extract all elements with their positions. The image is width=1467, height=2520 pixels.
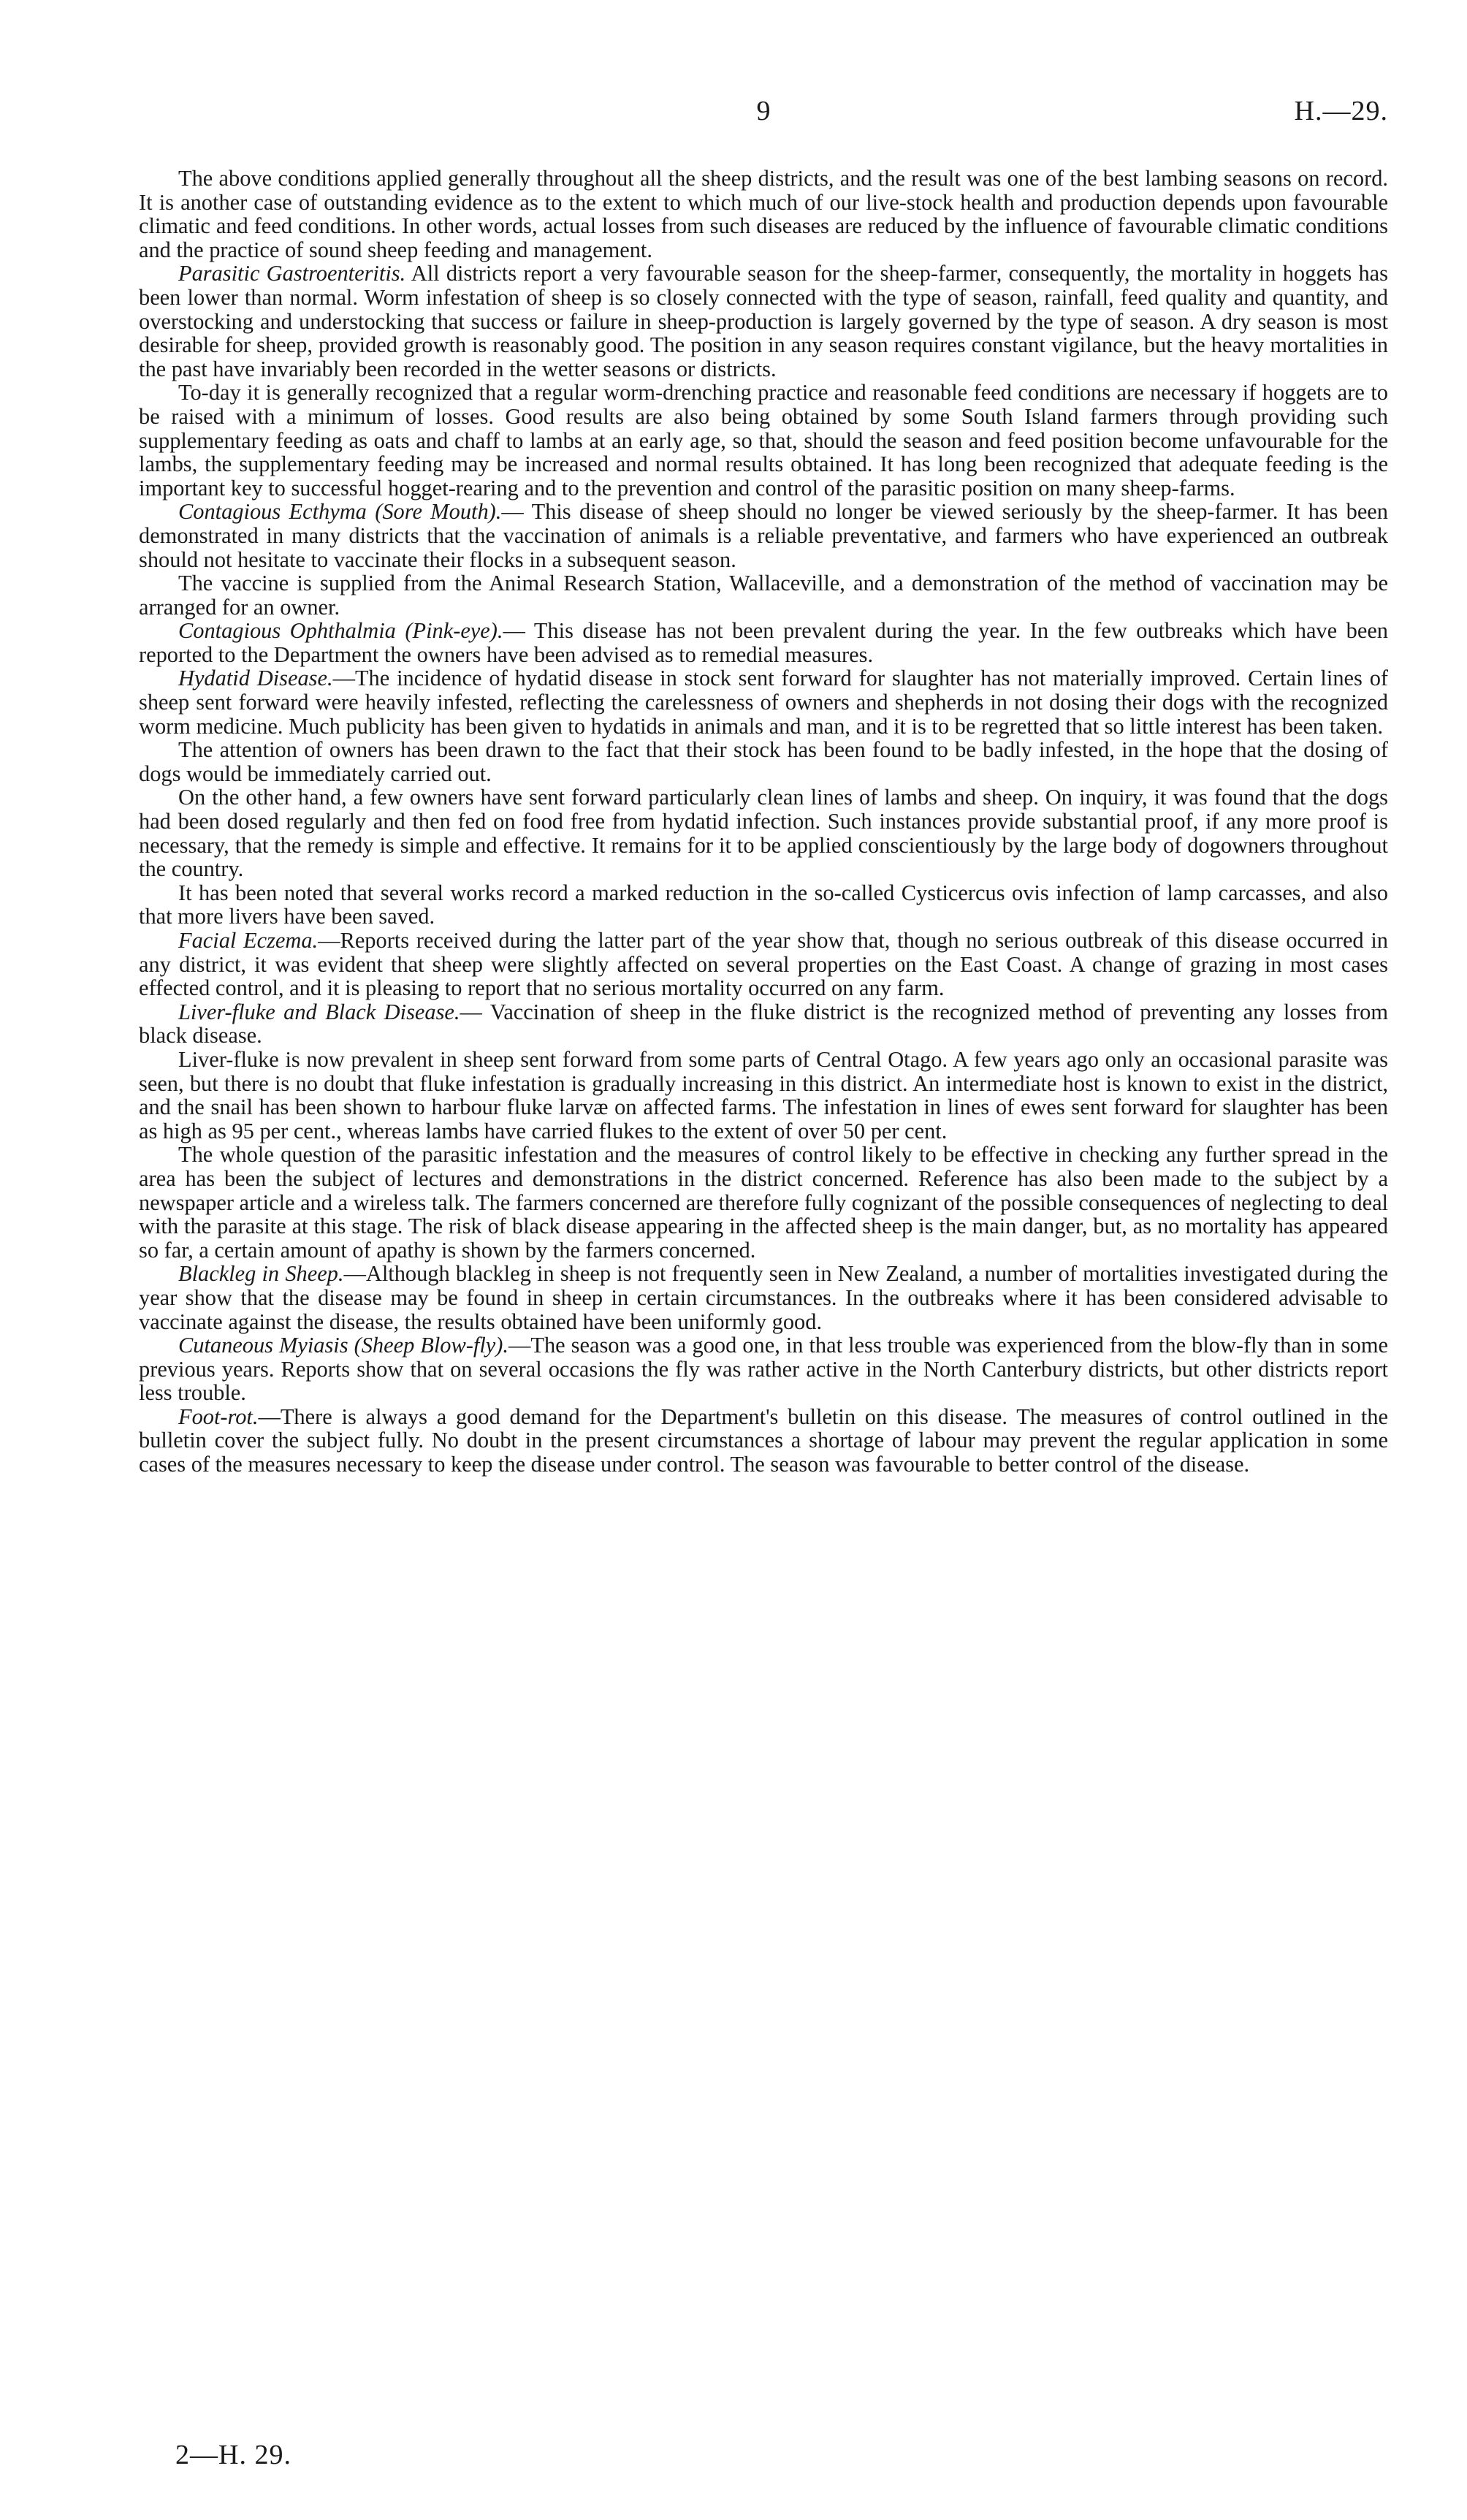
section-heading: Parasitic Gastroenteritis. bbox=[178, 261, 406, 286]
section-heading: Hydatid Disease. bbox=[178, 666, 333, 691]
page-number: 9 bbox=[756, 96, 771, 126]
paragraph bbox=[139, 666, 1388, 738]
paragraph-text: All districts report a very favourable season for the sheep-farmer, consequently, the mortality in hoggets has been lower than normal. Worm infestation of sheep is so closely connected with the type of season, rainfall, feed quality and quantity, and overstocking and understocking that success or failure in sheep-production is largely governed by the type of season. A dry season is most desirable for sheep, provided growth is reasonably good. The position in any season requires constant vigilance, but the heavy mortalities in the past have invariably been recorded in the wetter seasons or districts. bbox=[139, 261, 1388, 381]
paragraph bbox=[139, 381, 1388, 500]
paragraph bbox=[139, 167, 1388, 262]
paragraph bbox=[139, 929, 1388, 1000]
paragraph-text: — This disease of sheep should no longer be viewed seriously by the sheep-farmer. It has been demonstrated in many districts that the vaccination of animals is a reliable preventative, and farmers who have experienced an outbreak should not hesitate to vaccinate their flocks in a subsequent season. bbox=[139, 499, 1388, 572]
paragraph bbox=[139, 1143, 1388, 1262]
section-heading: Foot-rot. bbox=[178, 1404, 259, 1429]
paragraph bbox=[139, 500, 1388, 571]
paragraph bbox=[139, 571, 1388, 619]
section-heading: Contagious Ecthyma (Sore Mouth). bbox=[178, 499, 502, 525]
paragraph-text: —Although blackleg in sheep is not frequently seen in New Zealand, a number of mortalities investigated during the year show that the disease may be found in sheep in certain circumstances. In the outbreaks where it has been considered advisable to vaccinate against the disease, the results obtained have been uniformly good. bbox=[139, 1261, 1388, 1334]
document-reference: H.—29. bbox=[1294, 96, 1388, 126]
paragraph-text: Liver-fluke is now prevalent in sheep sent forward from some parts of Central Otago. A few years ago only an occasional parasite was seen, but there is no doubt that fluke infestation is gradually increasing in this district. An intermediate host is known to exist in the district, and the snail has been shown to harbour fluke larvæ on affected farms. The infestation in lines of ewes sent forward for slaughter has been as high as 95 per cent., whereas lambs have carried flukes to the extent of over 50 per cent. bbox=[139, 1046, 1388, 1143]
paragraph-text: The attention of owners has been drawn to the fact that their stock has been found to be badly infested, in the hope that the dosing of dogs would be immediately carried out. bbox=[139, 737, 1388, 786]
paragraph-text: —Reports received during the latter part of the year show that, though no serious outbreak of this disease occurred in any district, it was evident that sheep were slightly affected on several properties on the East Coast. A change of grazing in most cases effected control, and it is pleasing to report that no serious mortality occurred on any farm. bbox=[139, 928, 1388, 1001]
paragraph-text: — This disease has not been prevalent during the year. In the few outbreaks which have been reported to the Department the owners have been advised as to remedial measures. bbox=[139, 618, 1389, 667]
section-heading: Facial Eczema. bbox=[178, 928, 319, 953]
paragraph bbox=[139, 1048, 1388, 1143]
section-heading: Liver-fluke and Black Disease. bbox=[178, 999, 460, 1024]
paragraph bbox=[139, 881, 1388, 929]
paragraph bbox=[139, 262, 1388, 381]
signature-reference: 2—H. 29. bbox=[175, 2440, 292, 2470]
page-header bbox=[139, 95, 1388, 139]
paragraph-text: —The season was a good one, in that less trouble was experienced from the blow-fly than in some previous years. Reports show that on several occasions the fly was rather active in the North Canterbury districts, but other districts report less trouble. bbox=[139, 1333, 1388, 1406]
paragraph-text: —The incidence of hydatid disease in stock sent forward for slaughter has not materially improved. Certain lines of sheep sent forward were heavily infested, reflecting the carelessness of owners and shepherds in not dosing their dogs with the recognized worm medicine. Much publicity has been given to hydatids in animals and man, and it is to be regretted that so little interest has been taken. bbox=[139, 666, 1389, 739]
paragraph bbox=[139, 785, 1388, 880]
paragraph-text: The above conditions applied generally throughout all the sheep districts, and the result was one of the best lambing seasons on record. It is another case of outstanding evidence as to the extent to which much of our live-stock health and production depends upon favourable climatic and feed conditions. In other words, actual losses from such diseases are reduced by the influence of favourable climatic conditions and the practice of sound sheep feeding and management. bbox=[139, 166, 1388, 262]
paragraph bbox=[139, 1405, 1388, 1477]
paragraph bbox=[139, 738, 1388, 785]
paragraph-text: On the other hand, a few owners have sent forward particularly clean lines of lambs and sheep. On inquiry, it was found that the dogs had been dosed regularly and then fed on food free from hydatid infection. Such instances provide substantial proof, if any more proof is necessary, that the remedy is simple and effective. It remains for it to be applied conscientiously by the large body of dogowners throughout the country. bbox=[139, 785, 1388, 882]
body-text bbox=[139, 167, 1388, 1477]
paragraph bbox=[139, 619, 1388, 666]
paragraph-text: The vaccine is supplied from the Animal Research Station, Wallaceville, and a demonstration of the method of vaccination may be arranged for an owner. bbox=[139, 571, 1388, 620]
paragraph-text: The whole question of the parasitic infestation and the measures of control likely to be effective in checking any further spread in the area has been the subject of lectures and demonstrations in the district concerned. Reference has also been made to the subject by a newspaper article and a wireless talk. The farmers concerned are therefore fully cognizant of the possible consequences of neglecting to deal with the parasite at this stage. The risk of black disease appearing in the affected sheep is the main danger, but, as no mortality has appeared so far, a certain amount of apathy is shown by the farmers concerned. bbox=[139, 1142, 1388, 1263]
paragraph bbox=[139, 1262, 1388, 1333]
paragraph-text: It has been noted that several works record a marked reduction in the so-called Cysticercus ovis infection of lamp carcasses, and also that more livers have been saved. bbox=[139, 880, 1388, 929]
paragraph bbox=[139, 1333, 1388, 1405]
section-heading: Contagious Ophthalmia (Pink-eye). bbox=[178, 618, 503, 644]
paragraph-text: —There is always a good demand for the Department's bulletin on this disease. The measures of control outlined in the bulletin cover the subject fully. No doubt in the present circumstances a shortage of labour may prevent the regular application in some cases of the measures necessary to keep the disease under control. The season was favourable to better control of the disease. bbox=[139, 1404, 1388, 1477]
section-heading: Blackleg in Sheep. bbox=[178, 1261, 344, 1287]
paragraph-text: — Vaccination of sheep in the fluke district is the recognized method of preventing any losses from black disease. bbox=[139, 999, 1388, 1048]
paragraph-text: To-day it is generally recognized that a regular worm-drenching practice and reasonable feed conditions are necessary if hoggets are to be raised with a minimum of losses. Good results are also being obtained by some South Island farmers through providing such supplementary feeding as oats and chaff to lambs at an early age, so that, should the season and feed position become unfavourable for the lambs, the supplementary feeding may be increased and normal results obtained. It has long been recognized that adequate feeding is the important key to successful hogget-rearing and to the prevention and control of the parasitic position on many sheep-farms. bbox=[139, 380, 1388, 500]
section-heading: Cutaneous Myiasis (Sheep Blow-fly). bbox=[178, 1333, 508, 1358]
paragraph bbox=[139, 1000, 1388, 1048]
